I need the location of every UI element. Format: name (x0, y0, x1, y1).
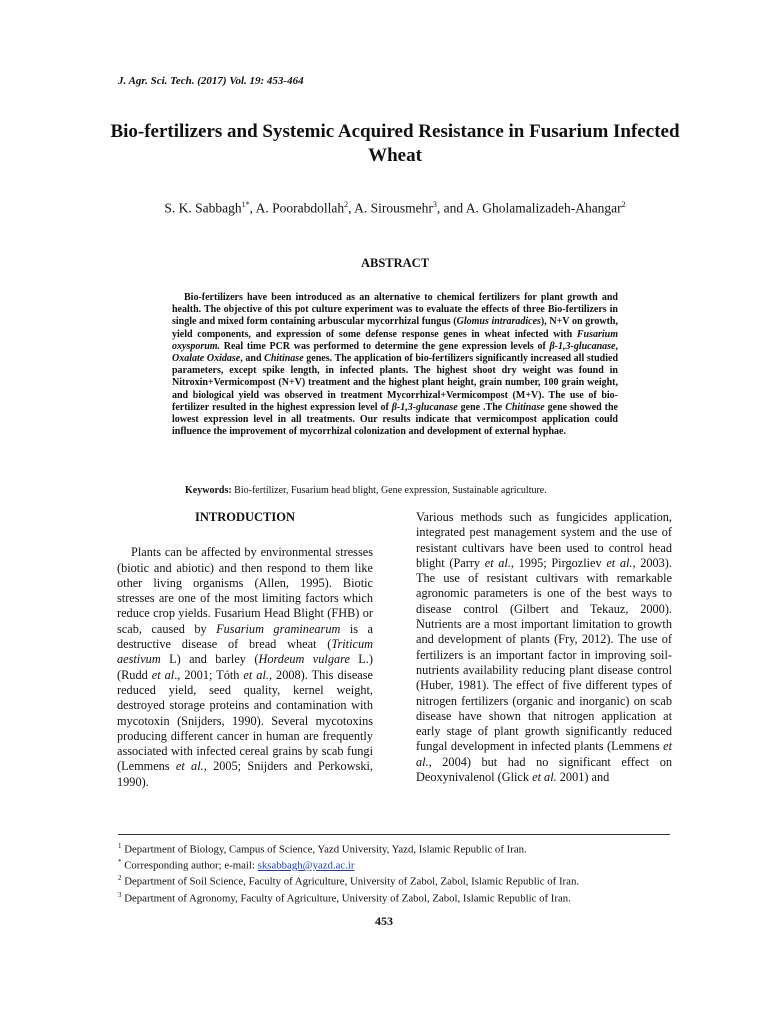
journal-citation: J. Agr. Sci. Tech. (2017) Vol. 19: 453-464 (118, 75, 304, 87)
right-column (416, 510, 672, 785)
italic-text-run: Fusarium graminearum (216, 621, 341, 636)
italic-text-run: et al. (532, 770, 557, 785)
footnotes (118, 840, 678, 905)
footnote-affiliation-1 (118, 840, 678, 856)
author-affiliation-mark: 1* (241, 200, 250, 209)
text-run: ), N+V on growth, yield components, and expression of some defense response genes in wheat infected with (172, 316, 618, 340)
text-run: , 1995; Pirgozliev (510, 555, 607, 570)
email-link[interactable]: sksabbagh@yazd.ac.ir (257, 859, 355, 872)
footnote-text: Department of Soil Science, Faculty of Agriculture, University of Zabol, Zabol, Islamic Republic of Iran. (121, 875, 580, 888)
author-name: A. Sirousmehr (354, 200, 433, 216)
text-run: Real time PCR was performed to determine the gene expression levels of (220, 340, 550, 352)
text-run: , 2003). The use of resistant cultivars with remarkable agronomic parameters is one of the best ways to disease control (Gilbert and Tekauz, 2000). Nutrients are a most important limitation to growth and development of plants (Fry, 2012). The use of fertilizers is an important factor in improving soil-nutrients availability reducing plant disease control (Huber, 1981). The effect of five different types of nitrogen fertilizers (organic and inorganic) on scab disease have shown that nitrogen application at early stage of plant growth significantly reduced fungal development in infected plants (Lemmens (416, 555, 672, 754)
italic-text-run: β-1,3-glucanase (391, 401, 458, 413)
italic-text-run: Fusarium oxysporum. (172, 328, 618, 352)
footnote-mark: * (118, 858, 122, 867)
italic-text-run: Chitinase (505, 401, 545, 413)
author-affiliation-mark: 3 (432, 200, 437, 209)
keywords-text: Bio-fertilizer, Fusarium head blight, Gene expression, Sustainable agriculture. (231, 485, 547, 496)
footnote-affiliation-3 (118, 889, 678, 905)
text-run: Various methods such as fungicides application, integrated pest management system and the use of resistant cultivars have been used to control head blight (Parry (416, 510, 672, 570)
abstract-body (172, 292, 618, 438)
italic-text-run: et al. (175, 759, 204, 774)
footnote-text: Department of Biology, Campus of Science, Yazd University, Yazd, Islamic Republic of Iran. (121, 843, 527, 856)
text-run: Plants can be affected by environmental stresses (biotic and abiotic) and then respond to them like other living organisms (Allen, 1995). Biotic stresses are one of the most limiting factors which reduce crop yields. Fusarium Head Blight (FHB) or scab, caused by (117, 545, 373, 636)
italic-text-run: et al. (484, 555, 511, 570)
author-affiliation-mark: 2 (344, 200, 349, 209)
text-run: Bio-fertilizers have been introduced as an alternative to chemical fertilizers for plant growth and health. The objective of this pot culture experiment was to evaluate the effects of three Bio-fertilizers in single and mixed form containing arbuscular mycorrhizal fungus ( (172, 292, 618, 328)
text-run: 2001) and (556, 770, 610, 785)
text-run: 2004) but had no significant effect on Deoxynivalenol (Glick (416, 754, 672, 785)
italic-text-run: Oxalate Oxidase (172, 353, 241, 365)
author-list (100, 200, 690, 217)
author-name: S. K. Sabbagh (164, 200, 242, 216)
italic-text-run: Hordeum vulgare (258, 652, 350, 667)
italic-text-run: et al (151, 667, 175, 682)
author-separator: , (348, 200, 355, 216)
footnote-mark: 3 (118, 890, 122, 899)
introduction-paragraph (117, 545, 373, 790)
text-run: ., 2001; Tóth (174, 667, 244, 682)
text-run: L.) (Rudd (117, 652, 373, 682)
page-number: 453 (375, 914, 393, 928)
text-run: , and (240, 353, 265, 365)
abstract-heading: ABSTRACT (360, 256, 430, 270)
author-separator: , and (436, 200, 466, 216)
italic-text-run: et al. (606, 555, 633, 570)
text-run: , (615, 340, 618, 352)
text-run: gene .The (457, 401, 506, 413)
text-run: gene showed the lowest expression level in all treatments. Our results indicate that vermicompost application could influence the improvement of mycorrhizal colonization and development of external hyphae. (172, 401, 618, 438)
text-run: L) and barley ( (160, 652, 259, 667)
footnote-corresponding-author (118, 856, 678, 872)
footnote-mark: 1 (118, 842, 122, 850)
italic-text-run: et al., (243, 667, 273, 682)
keywords-label: Keywords: (185, 485, 232, 496)
footnote-mark: 2 (118, 874, 122, 883)
italic-text-run: Triticum aestivum (117, 637, 373, 667)
author-affiliation-mark: 2 (621, 200, 626, 209)
footnote-divider (118, 834, 670, 835)
italic-text-run: Glomus intraradices (456, 316, 541, 328)
author-name: A. Poorabdollah (255, 200, 345, 216)
introduction-heading: INTRODUCTION (194, 510, 295, 524)
italic-text-run: Chitinase (264, 353, 304, 365)
paper-title: Bio-fertilizers and Systemic Acquired Resistance in Fusarium Infected Wheat (110, 121, 680, 166)
left-column (117, 510, 373, 790)
keywords (185, 485, 655, 496)
italic-text-run: β-1,3-glucanase (549, 340, 616, 352)
author-separator: , (249, 200, 256, 216)
author-name: A. Gholamalizadeh-Ahangar (465, 200, 622, 216)
text-run: , 2005; Snijders and Perkowski, 1990). (117, 759, 374, 789)
introduction-paragraph-continued (416, 510, 672, 785)
footnote-affiliation-2 (118, 872, 678, 888)
footnote-text: Corresponding author; e-mail: (121, 859, 258, 872)
text-run: is a destructive disease of bread wheat ( (117, 621, 374, 652)
text-run: 2008). This disease reduced yield, seed quality, kernel weight, destroyed storage proteins and contamination with mycotoxin (Snijders, 1990). Several mycotoxins producing different cancer in human are frequently associated with infected cereal grains by scab fungi (Lemmens (117, 667, 373, 774)
italic-text-run: et al., (416, 739, 672, 769)
footnote-text: Department of Agronomy, Faculty of Agriculture, University of Zabol, Zabol, Islamic Republic of Iran. (121, 892, 571, 905)
text-run: genes. The application of bio-fertilizers significantly increased all studied parameters, except spike length, in infected plants. The highest shoot dry weight was found in Nitroxin+Vermicompost (N+V) treatment and the highest plant height, grain number, 100 grain weight, and biological yield was observed in treatment Mycorrhizal+Vermicompost (M+V). The use of bio-fertilizer resulted in the highest expression level of (172, 353, 619, 413)
